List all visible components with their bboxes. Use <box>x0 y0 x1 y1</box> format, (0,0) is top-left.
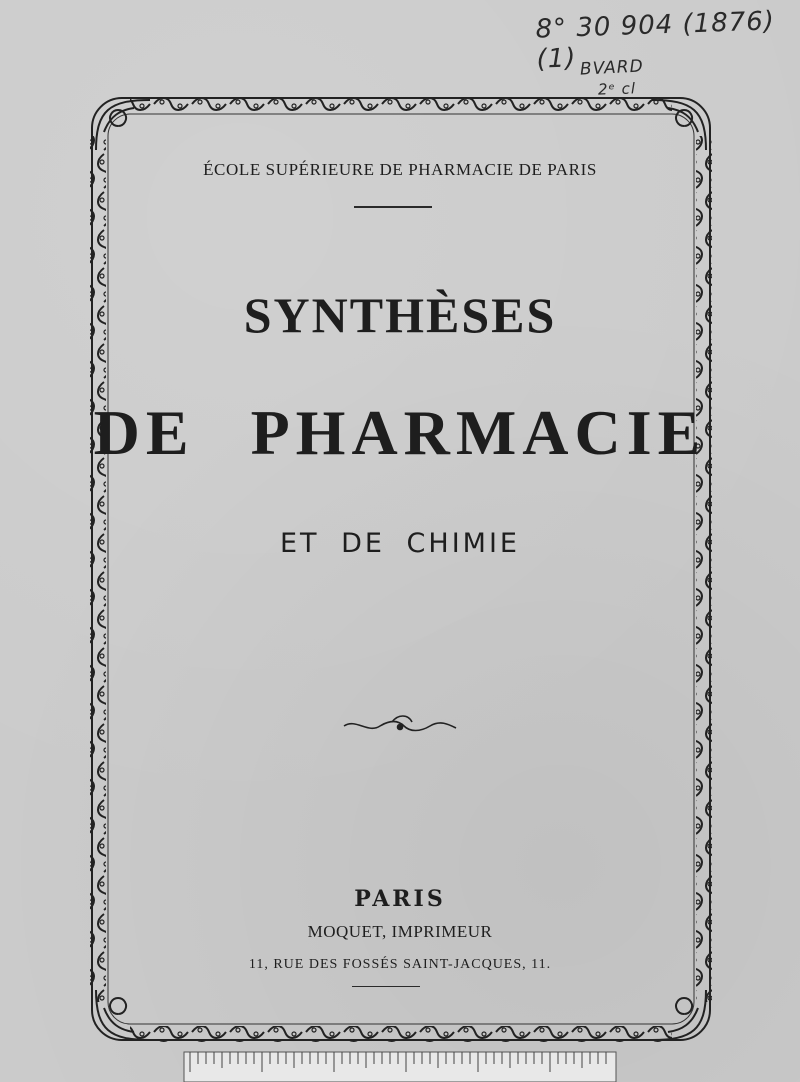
fleuron-icon <box>344 716 456 731</box>
imprint-address: 11, RUE DES FOSSÉS SAINT-JACQUES, 11. <box>248 957 552 972</box>
imprint-divider <box>352 986 420 987</box>
imprint-printer: MOQUET, IMPRIMEUR <box>307 922 493 941</box>
imprint-city: PARIS <box>354 886 446 912</box>
scale-ruler-icon <box>184 1052 616 1082</box>
call-number-annotation: 8° 30 904 (1876)(1) <box>535 6 776 75</box>
title-line-2: DE PHARMACIE <box>93 397 707 468</box>
title-line-1: SYNTHÈSES <box>243 287 557 343</box>
edition-annotation: 2ᵉ cl <box>597 79 637 99</box>
title-divider <box>354 206 432 208</box>
title-line-3: ET DE CHIMIE <box>279 528 520 559</box>
school-name: ÉCOLE SUPÉRIEURE DE PHARMACIE DE PARIS <box>203 160 597 179</box>
owner-name-annotation: BVARD <box>579 56 645 80</box>
